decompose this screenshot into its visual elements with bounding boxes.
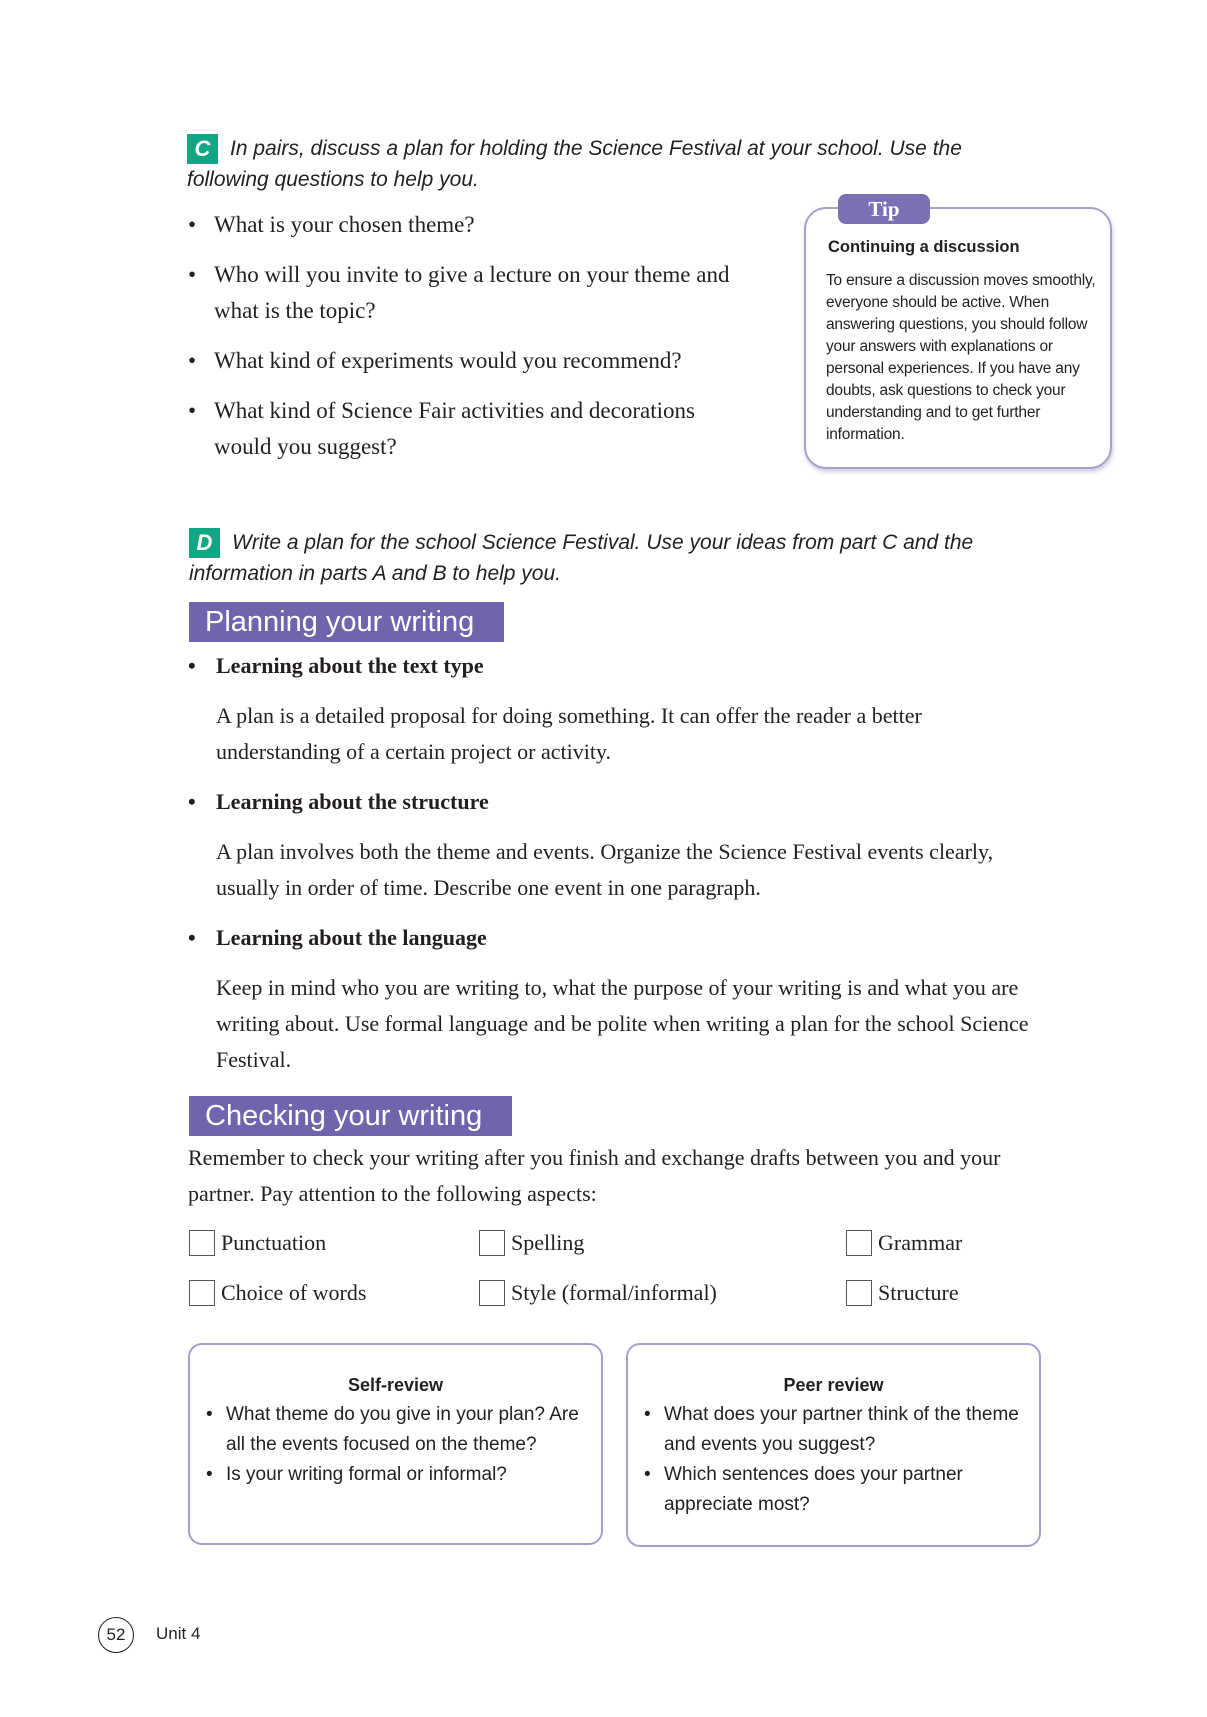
checkbox-spelling[interactable] bbox=[479, 1230, 584, 1256]
peer-review-box bbox=[626, 1343, 1041, 1547]
planning-heading: Planning your writing bbox=[189, 602, 504, 642]
self-review-item: • What theme do you give in your plan? Are all the events focused on the theme? bbox=[204, 1400, 587, 1460]
tip-tab: Tip bbox=[838, 194, 930, 224]
checkbox-label: Punctuation bbox=[221, 1230, 327, 1255]
checkbox-label: Grammar bbox=[878, 1230, 963, 1255]
checkbox-choice-of-words[interactable] bbox=[189, 1280, 366, 1306]
planning-item-language: • Learning about the language Keep in mind who you are writing to, what the purpose of your writing is and what you are writing about. Use formal language and be polite when writing a plan for the school Science Festival. bbox=[188, 920, 1048, 1078]
planning-item-structure: • Learning about the structure A plan involves both the theme and events. Organize the Science Festival events clearly, usually in order of time. Describe one event in one paragraph. bbox=[188, 784, 1048, 906]
question-item: • Who will you invite to give a lecture on your theme and what is the topic? bbox=[186, 257, 756, 329]
checkbox[interactable] bbox=[479, 1230, 505, 1256]
peer-review-item: • Which sentences does your partner appreciate most? bbox=[642, 1460, 1025, 1520]
page-number: 52 bbox=[98, 1617, 134, 1653]
checkbox-style[interactable] bbox=[479, 1280, 717, 1306]
section-d-instruction bbox=[189, 527, 1069, 589]
self-review-item: • Is your writing formal or informal? bbox=[204, 1460, 587, 1490]
question-item: • What is your chosen theme? bbox=[186, 207, 756, 243]
peer-review-item: • What does your partner think of the theme and events you suggest? bbox=[642, 1400, 1025, 1460]
section-c-instruction bbox=[187, 133, 1037, 195]
section-c-letter: C bbox=[187, 134, 218, 164]
checkbox-label: Structure bbox=[878, 1280, 959, 1305]
question-item: • What kind of experiments would you recommend? bbox=[186, 343, 756, 379]
tip-title: Continuing a discussion bbox=[828, 238, 1020, 256]
question-item: • What kind of Science Fair activities and decorations would you suggest? bbox=[186, 393, 756, 465]
checkbox-label: Spelling bbox=[511, 1230, 585, 1255]
planning-item-type: • Learning about the text type A plan is a detailed proposal for doing something. It can offer the reader a better understanding of a certain project or activity. bbox=[188, 648, 1048, 770]
planning-item-title: Learning about the structure bbox=[216, 789, 489, 814]
peer-review-title: Peer review bbox=[783, 1375, 884, 1395]
checkbox[interactable] bbox=[846, 1280, 872, 1306]
section-d-text: Write a plan for the school Science Festival. Use your ideas from part C and the information in parts A and B to help you. bbox=[189, 531, 974, 586]
checkbox[interactable] bbox=[189, 1230, 215, 1256]
discussion-questions bbox=[186, 207, 756, 479]
checkbox[interactable] bbox=[846, 1230, 872, 1256]
checking-intro: Remember to check your writing after you finish and exchange drafts between you and your partner. Pay attention to the following aspects: bbox=[188, 1145, 1001, 1206]
checkbox[interactable] bbox=[189, 1280, 215, 1306]
checkbox-structure[interactable] bbox=[846, 1280, 959, 1306]
checkbox[interactable] bbox=[479, 1280, 505, 1306]
self-review-title: Self-review bbox=[347, 1375, 444, 1395]
unit-label: Unit 4 bbox=[156, 1624, 201, 1643]
tip-body: To ensure a discussion moves smoothly, everyone should be active. When answering questions, you should follow your answers with explanations or personal experiences. If you have any doubts, ask questions to check your understanding and to get further information. bbox=[826, 272, 1096, 443]
planning-item-title: Learning about the text type bbox=[216, 653, 484, 678]
section-c-text: In pairs, discuss a plan for holding the Science Festival at your school. Use the following questions to help you. bbox=[187, 137, 962, 192]
checkbox-label: Choice of words bbox=[221, 1280, 367, 1305]
self-review-box bbox=[188, 1343, 603, 1545]
checkbox-label: Style (formal/informal) bbox=[511, 1280, 717, 1305]
section-d-letter: D bbox=[189, 528, 220, 558]
planning-item-text: A plan is a detailed proposal for doing something. It can offer the reader a better understanding of a certain project or activity. bbox=[216, 703, 922, 764]
planning-item-text: A plan involves both the theme and events. Organize the Science Festival events clearly, usually in order of time. Describe one event in one paragraph. bbox=[216, 839, 994, 900]
checkbox-grammar[interactable] bbox=[846, 1230, 962, 1256]
planning-item-title: Learning about the language bbox=[216, 925, 487, 950]
checking-heading: Checking your writing bbox=[189, 1096, 512, 1136]
checkbox-punctuation[interactable] bbox=[189, 1230, 326, 1256]
planning-item-text: Keep in mind who you are writing to, what the purpose of your writing is and what you are writing about. Use formal language and be polite when writing a plan for the school Science Festival. bbox=[216, 975, 1029, 1072]
